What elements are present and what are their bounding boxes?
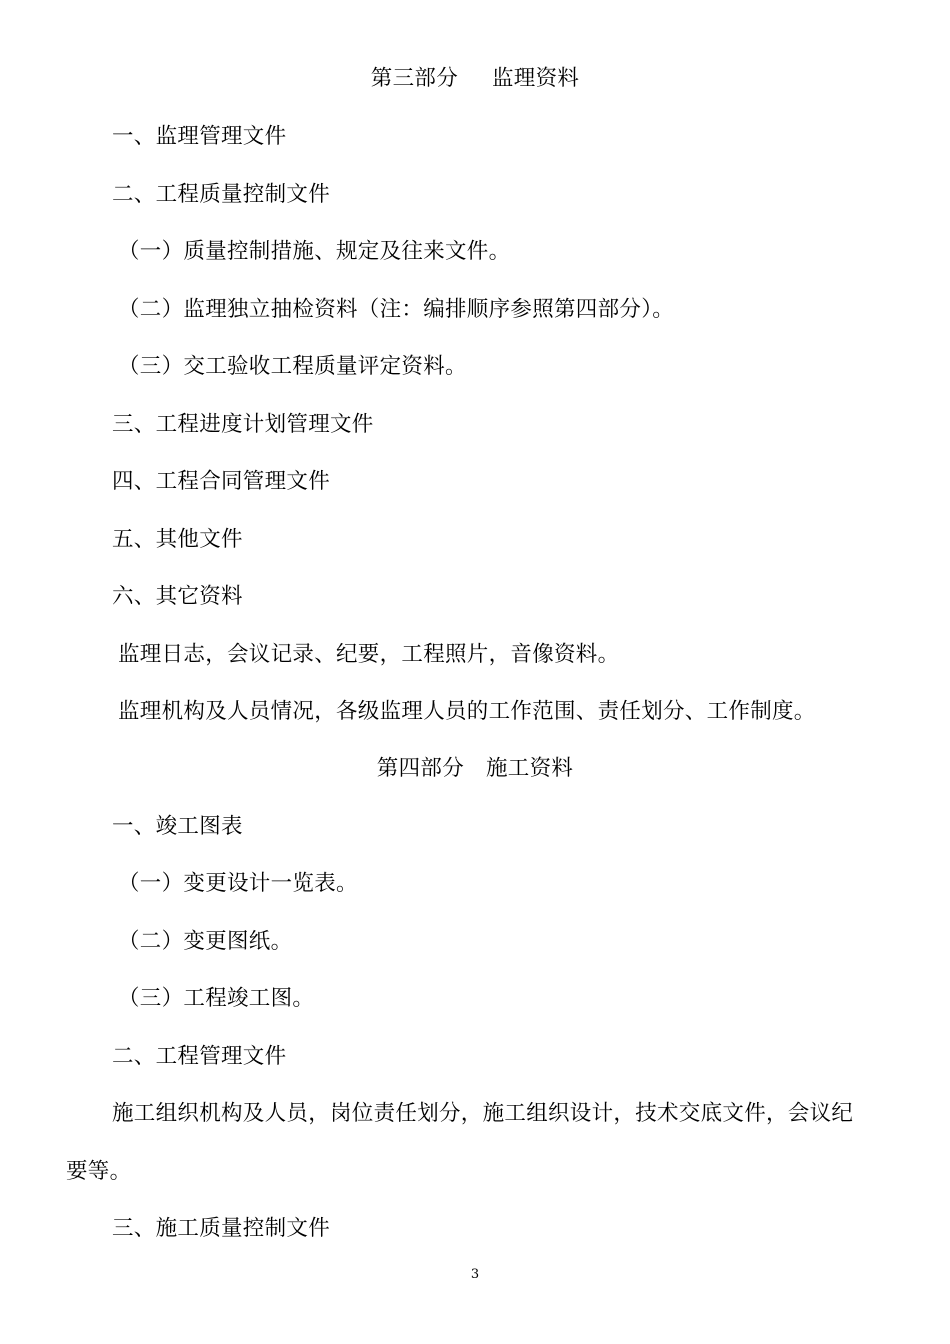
heading-other-materials: 六、其它资料 xyxy=(112,584,243,609)
section-title-part4 xyxy=(0,754,950,784)
heading-project-management-files: 二、工程管理文件 xyxy=(112,1044,287,1069)
section-title-part3 xyxy=(0,64,950,94)
paragraph-supervision-log: 监理日志，会议记录、纪要，工程照片，音像资料。 xyxy=(118,642,620,667)
heading-construction-quality-control: 三、施工质量控制文件 xyxy=(112,1216,331,1241)
subitem-quality-measures: （一）质量控制措施、规定及往来文件。 xyxy=(118,239,511,264)
heading-other-files: 五、其他文件 xyxy=(112,527,243,552)
paragraph-construction-organization-cont: 要等。 xyxy=(66,1159,132,1184)
heading-as-built-drawings: 一、竣工图表 xyxy=(112,814,243,839)
heading-contract-management: 四、工程合同管理文件 xyxy=(112,469,331,494)
subitem-change-drawings: （二）变更图纸。 xyxy=(118,929,293,954)
section-title-part3-name: 监理资料 xyxy=(492,66,580,91)
heading-schedule-management: 三、工程进度计划管理文件 xyxy=(112,412,374,437)
subitem-design-change-list: （一）变更设计一览表。 xyxy=(118,871,358,896)
section-title-part4-number: 第四部分 xyxy=(376,756,464,781)
page-number: 3 xyxy=(470,1267,480,1282)
section-title-part4-name: 施工资料 xyxy=(486,756,574,781)
paragraph-construction-organization: 施工组织机构及人员，岗位责任划分，施工组织设计，技术交底文件，会议纪 xyxy=(112,1101,854,1126)
heading-quality-control: 二、工程质量控制文件 xyxy=(112,182,331,207)
section-title-part3-number: 第三部分 xyxy=(370,66,458,91)
paragraph-supervision-organization: 监理机构及人员情况，各级监理人员的工作范围、责任划分、工作制度。 xyxy=(118,699,816,724)
heading-supervision-management: 一、监理管理文件 xyxy=(112,124,287,149)
subitem-as-built-drawing: （三）工程竣工图。 xyxy=(118,986,315,1011)
subitem-independent-inspection: （二）监理独立抽检资料（注：编排顺序参照第四部分）。 xyxy=(118,297,675,322)
subitem-acceptance-evaluation: （三）交工验收工程质量评定资料。 xyxy=(118,354,467,379)
